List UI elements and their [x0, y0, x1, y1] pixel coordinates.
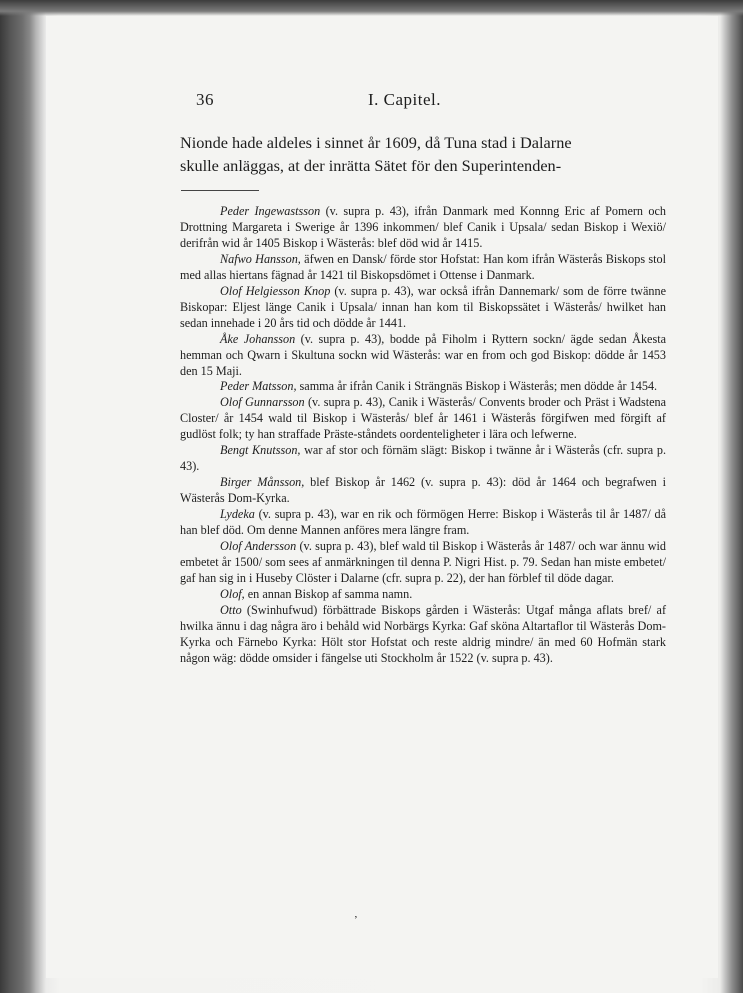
footnote-rule — [181, 190, 259, 191]
footnote-entry — [180, 395, 666, 443]
bishop-name: Åke Johansson — [220, 331, 296, 346]
footnote-entry — [180, 443, 666, 475]
footnote-text: (Swinhufwud) förbättrade Biskops gården i Wästerås: Utgaf många aflats bref/ af hwilka ännu i dag några äro i behåld wid Norbärgs Kyrka: Gaf sköna Altartaflor til Wästerås Dom-Kyrka och Färnebo Kyrka: Hölt stor Hofstat och reste aldrig mindre/ än med 60 Hofmän stark någon wäg: dödde omsider i fängelse uti Stockholm år 1522 (v. supra p. 43). — [180, 602, 666, 665]
footnote-text: (v. supra p. 43), ifrån Danmark med Konnng Eric af Pomern och Drottning Margareta i Swerige år 1396 inkommen/ blef Canik i Upsala/ sedan Biskop i Wexiö/ derifrån wid år 1405 Biskop i Wästerås: blef död wid år 1415. — [180, 204, 667, 250]
page-number: 36 — [196, 90, 214, 109]
footnote-text: en annan Biskop af samma namn. — [244, 586, 413, 601]
bishop-name: Birger Månsson, — [220, 475, 305, 490]
bishop-name: Olof Gunnarsson — [220, 395, 305, 410]
footnote-text: (v. supra p. 43), war också ifrån Dannemark/ som de förre twänne Biskopar: Eljest länge Canik i Upsala/ innan han kom til Biskopssätet i Wästerås/ hwilket han sedan innehade i 20 års tid och dödde år 1441. — [180, 283, 666, 330]
footnote-entry — [180, 475, 666, 507]
footnote-text: samma år ifrån Canik i Strängnäs Biskop i Wästerås; men dödde år 1454. — [296, 379, 658, 394]
footnote-text: (v. supra p. 43), war en rik och förmögen Herre: Biskop i Wästerås til år 1487/ då han blef död. Om denne Mannen anföres mera längre fram. — [180, 507, 666, 538]
bishop-name: Otto — [220, 602, 242, 617]
footnote-text: blef Biskop år 1462 (v. supra p. 43): död år 1464 och begrafwen i Wästerås Dom-Kyrka. — [180, 475, 666, 506]
bishop-name: Olof Helgiesson Knop — [220, 283, 331, 298]
footnote-entry — [180, 603, 666, 667]
bishop-name: Lydeka — [220, 507, 255, 522]
footnote-entry — [180, 332, 666, 380]
bishop-name: Olof Andersson — [220, 539, 297, 554]
footnote-entry — [180, 284, 666, 332]
footnote-text: (v. supra p. 43), bodde på Fiholm i Ryttern sockn/ ägde sedan Åkesta hemman och Qwarn i Skultuna sockn wid Wästerås: war en from och god Biskop: dödde år 1453 den 15 Maji. — [180, 331, 666, 378]
footnote-text: (v. supra p. 43), Canik i Wästerås/ Convents broder och Präst i Wadstena Closter/ år 1454 wald til Biskop i Wästerås/ blef år 1461 i Wästerås förgifwen med förgift af gudlöst folk; ty han straffade Präste-ståndets oordenteligheter i lära och lefwerne. — [180, 395, 666, 442]
main-text — [180, 131, 666, 177]
bishop-name: Olof, — [220, 586, 245, 601]
bishop-name: Peder Ingewastsson — [220, 204, 321, 218]
chapter-title: I. Capitel. — [368, 90, 442, 109]
footnote-text: äfwen en Dansk/ förde stor Hofstat: Han kom ifrån Wästerås Biskops stol med allas hiertans fägnad år 1421 til Biskopsdömet i Ottense i Danmark. — [180, 251, 666, 282]
footnote-text: (v. supra p. 43), blef wald til Biskop i Wästerås år 1487/ och war ännu wid embetet år 1500/ som sees af anmärkningen til denna P. Nigri Hist. p. 79. Sedan han miste embetet/ gaf han sig in i Huseby Clöster i Dalarne (cfr. supra p. 22), der han förblef til döde dagar. — [180, 539, 666, 585]
signature-mark: ‚ — [354, 908, 358, 920]
footnote-entry — [180, 507, 666, 539]
footnote-entry — [180, 252, 666, 284]
main-text-line: Nionde hade aldeles i sinnet år 1609, då Tuna stad i Dalarne — [180, 133, 572, 152]
bishop-name: Nafwo Hansson, — [220, 251, 301, 266]
footnote-entry — [180, 379, 666, 395]
bishop-name: Peder Matsson, — [220, 379, 297, 394]
footnote-entry — [180, 539, 666, 587]
scan-top-edge — [0, 0, 743, 16]
main-text-line: skulle anläggas, at der inrätta Sätet för den Superintenden- — [180, 156, 562, 175]
footnote-entry — [180, 204, 666, 252]
footnote-text: war af stor och förnäm slägt: Biskop i twänne år i Wästerås (cfr. supra p. 43). — [180, 443, 666, 474]
bishop-name: Bengt Knutsson, — [220, 443, 301, 458]
footnotes — [180, 204, 666, 667]
footnote-entry — [180, 587, 666, 603]
